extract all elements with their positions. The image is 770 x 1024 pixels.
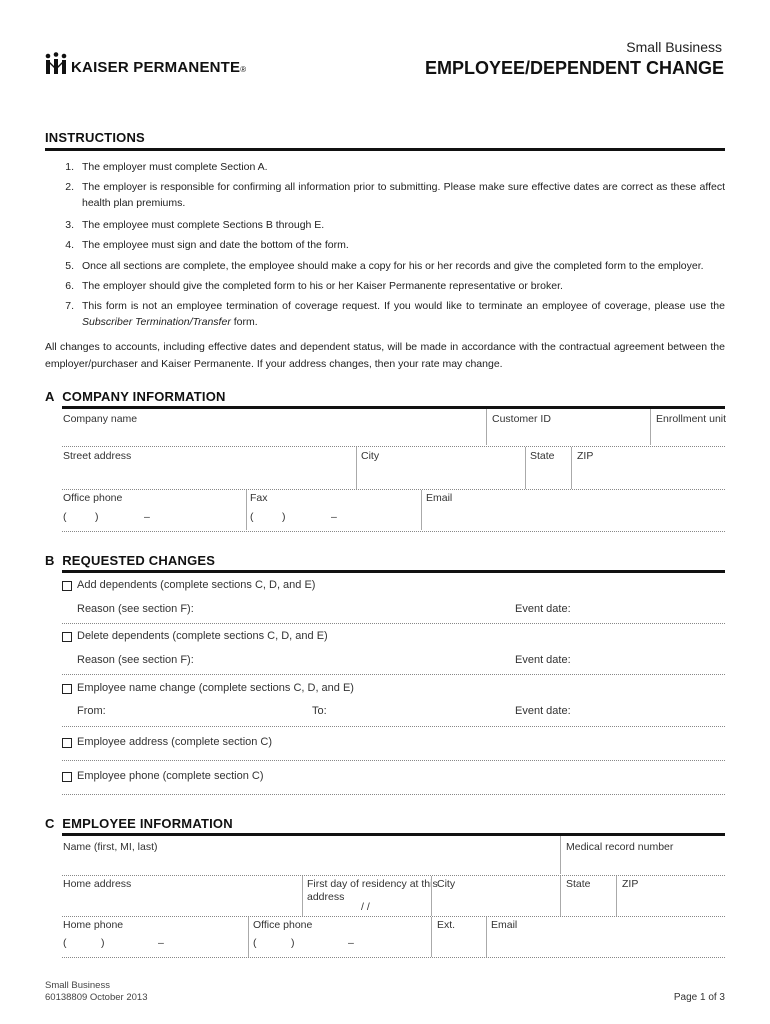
brand-name: KAISER PERMANENTE®: [71, 59, 247, 76]
instructions-heading: INSTRUCTIONS: [45, 130, 145, 145]
add-dependents-checkbox[interactable]: [62, 581, 72, 591]
instruction-item: 2. The employer is responsible for confirming all information prior to submitting. Please make sure effective dates are correct as these affect health plan premiums.: [65, 181, 725, 209]
instruction-item: 1. The employer must complete Section A.: [65, 161, 268, 173]
page-title: EMPLOYEE/DEPENDENT CHANGE: [424, 58, 724, 78]
instruction-item: 6. The employer should give the completed form to his or her Kaiser Permanente representative or broker.: [65, 280, 563, 292]
medical-record-field[interactable]: Medical record number: [566, 841, 674, 853]
page-number: Page 1 of 3: [673, 992, 725, 1003]
instruction-item: 4. The employee must sign and date the bottom of the form.: [65, 239, 349, 251]
first-day-residency-field[interactable]: First day of residency at this address: [307, 878, 438, 903]
company-name-field[interactable]: Company name: [63, 413, 138, 425]
section-a-rule: [62, 406, 725, 409]
employee-office-phone-field[interactable]: Office phone: [253, 919, 313, 931]
name-change-label: Employee name change (complete sections C, D, and E): [77, 682, 354, 694]
reason-field[interactable]: Reason (see section F):: [77, 603, 194, 615]
section-c-rule: [62, 833, 725, 836]
section-b-heading: B REQUESTED CHANGES: [45, 553, 216, 568]
employee-zip-field[interactable]: ZIP: [622, 878, 639, 890]
event-date-field[interactable]: Event date:: [515, 654, 571, 666]
instruction-item: 5. Once all sections are complete, the employee should make a copy for his or her records and give the completed form to the employer.: [65, 260, 704, 272]
reason-field[interactable]: Reason (see section F):: [77, 654, 194, 666]
footer-line2: 60138809 October 2013: [45, 992, 148, 1003]
delete-dependents-label: Delete dependents (complete sections C, D, and E): [77, 630, 328, 642]
office-phone-field[interactable]: Office phone: [63, 492, 123, 504]
fax-field[interactable]: Fax: [250, 492, 268, 504]
section-a-heading: A COMPANY INFORMATION: [45, 389, 226, 404]
event-date-field[interactable]: Event date:: [515, 705, 571, 717]
instruction-item: 7. This form is not an employee termination of coverage request. If you would like to terminate an employee of coverage, please use the Subscriber Termination/Transfer form.: [65, 300, 725, 328]
home-address-field[interactable]: Home address: [63, 878, 132, 890]
employee-email-field[interactable]: Email: [491, 919, 518, 931]
zip-field[interactable]: ZIP: [577, 450, 594, 462]
employee-state-field[interactable]: State: [566, 878, 591, 890]
kaiser-logo-icon: [44, 52, 68, 76]
add-dependents-label: Add dependents (complete sections C, D, and E): [77, 579, 316, 591]
employee-city-field[interactable]: City: [437, 878, 456, 890]
address-change-label: Employee address (complete section C): [77, 736, 273, 748]
section-c-heading: C EMPLOYEE INFORMATION: [45, 816, 233, 831]
state-field[interactable]: State: [530, 450, 555, 462]
instructions-note: All changes to accounts, including effective dates and dependent status, will be made in accordance with the contractual agreement between the employer/purchaser and Kaiser Permanente. If your address changes, then your rate may change.: [45, 341, 725, 370]
city-field[interactable]: City: [361, 450, 380, 462]
instructions-rule: [45, 148, 725, 151]
event-date-field[interactable]: Event date:: [515, 603, 571, 615]
email-field[interactable]: Email: [426, 492, 453, 504]
customer-id-field[interactable]: Customer ID: [492, 413, 551, 425]
delete-dependents-checkbox[interactable]: [62, 632, 72, 642]
footer-line1: Small Business: [45, 980, 110, 991]
ext-field[interactable]: Ext.: [437, 919, 456, 931]
employee-name-field[interactable]: Name (first, MI, last): [63, 841, 158, 853]
address-change-checkbox[interactable]: [62, 738, 72, 748]
phone-change-label: Employee phone (complete section C): [77, 770, 264, 782]
enrollment-unit-field[interactable]: Enrollment unit: [656, 413, 727, 425]
section-b-rule: [62, 570, 725, 573]
instruction-item: 3. The employee must complete Sections B through E.: [65, 219, 325, 231]
home-phone-field[interactable]: Home phone: [63, 919, 124, 931]
name-change-checkbox[interactable]: [62, 684, 72, 694]
street-address-field[interactable]: Street address: [63, 450, 132, 462]
header-subtitle: Small Business: [626, 39, 722, 55]
from-field[interactable]: From:: [77, 705, 106, 717]
to-field[interactable]: To:: [312, 705, 327, 717]
phone-change-checkbox[interactable]: [62, 772, 72, 782]
